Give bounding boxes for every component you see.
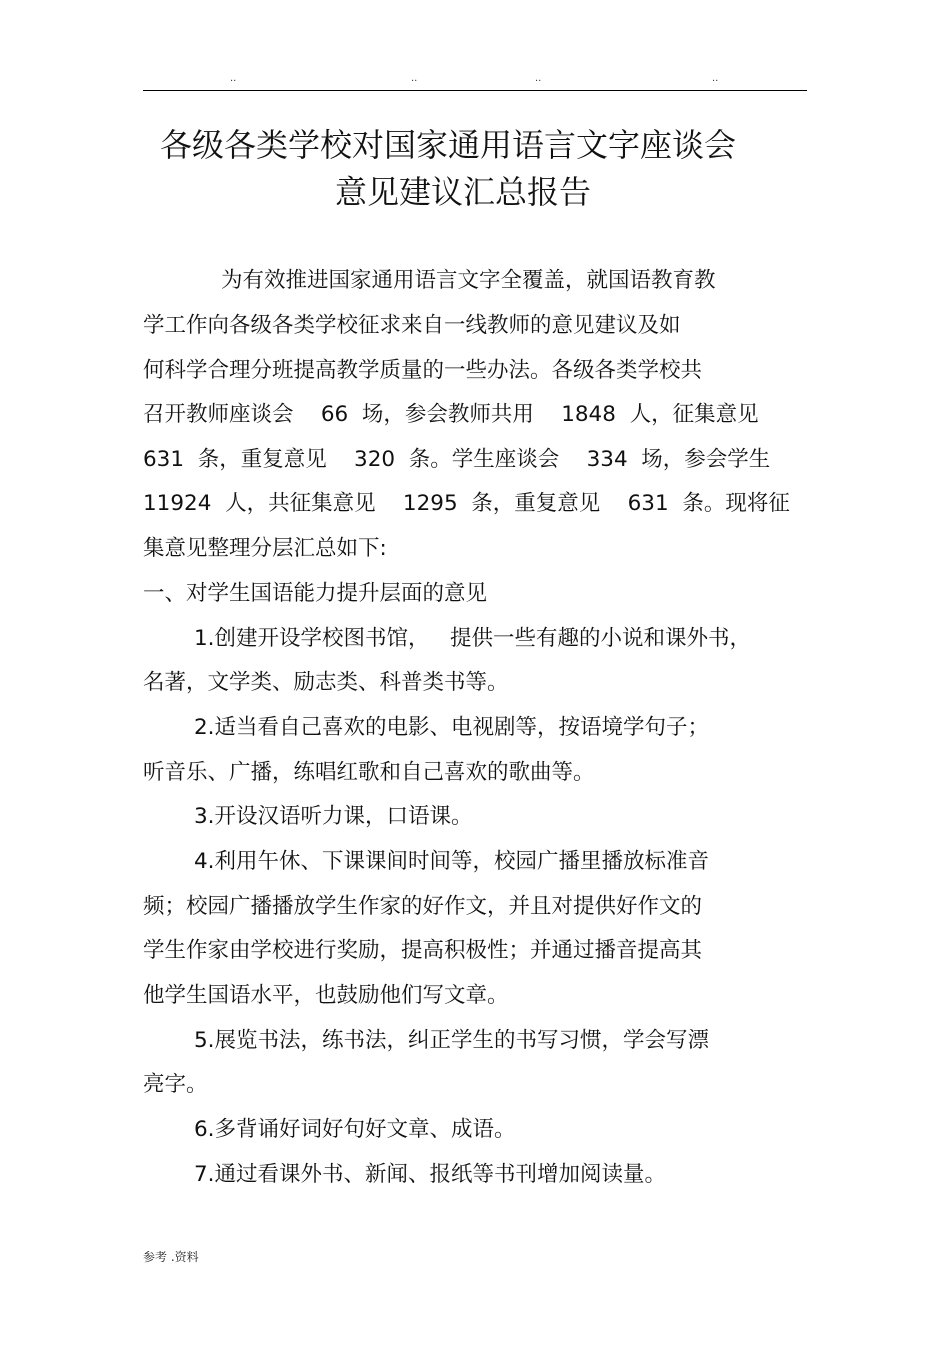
document-title-line-2: 意见建议汇总报告 bbox=[335, 173, 592, 211]
document-title-line-1: 各级各类学校对国家通用语言文字座谈会 bbox=[160, 126, 737, 164]
footer-note: 参考 .资料 bbox=[143, 1250, 199, 1264]
list-item-line: 5.展览书法，练书法，纠正学生的书写习惯，学会写漂 bbox=[194, 1028, 710, 1053]
paragraph-line: 召开教师座谈会 66 场，参会教师共用 1848 人，征集意见 bbox=[143, 402, 759, 427]
header-mark: .. bbox=[535, 73, 542, 84]
header-mark: .. bbox=[712, 73, 719, 84]
section-heading: 一、对学生国语能力提升层面的意见 bbox=[143, 581, 488, 606]
paragraph-line: 631 条，重复意见 320 条。学生座谈会 334 场，参会学生 bbox=[143, 447, 771, 472]
list-item-line: 频；校园广播播放学生作家的好作文，并且对提供好作文的 bbox=[143, 894, 703, 919]
list-item-line: 4.利用午休、下课课间时间等，校园广播里播放标准音 bbox=[194, 849, 710, 874]
list-item-line: 6.多背诵好词好句好文章、成语。 bbox=[194, 1117, 516, 1142]
list-item-line: 他学生国语水平，也鼓励他们写文章。 bbox=[143, 983, 509, 1008]
header-mark: .. bbox=[411, 73, 418, 84]
list-item-line: 1.创建开设学校图书馆， 提供一些有趣的小说和课外书， bbox=[194, 626, 752, 651]
paragraph-line: 为有效推进国家通用语言文字全覆盖，就国语教育教 bbox=[221, 268, 716, 293]
list-item-line: 听音乐、广播，练唱红歌和自己喜欢的歌曲等。 bbox=[143, 760, 595, 785]
list-item-line: 学生作家由学校进行奖励，提高积极性；并通过播音提高其 bbox=[143, 938, 703, 963]
list-item-line: 亮字。 bbox=[143, 1072, 208, 1097]
list-item-line: 7.通过看课外书、新闻、报纸等书刊增加阅读量。 bbox=[194, 1162, 667, 1187]
paragraph-line: 11924 人，共征集意见 1295 条，重复意见 631 条。现将征 bbox=[143, 491, 790, 516]
list-item-line: 2.适当看自己喜欢的电影、电视剧等，按语境学句子； bbox=[194, 715, 710, 740]
header-mark: .. bbox=[230, 73, 237, 84]
paragraph-line: 何科学合理分班提高教学质量的一些办法。各级各类学校共 bbox=[143, 358, 703, 383]
list-item-line: 3.开设汉语听力课，口语课。 bbox=[194, 804, 473, 829]
paragraph-line: 学工作向各级各类学校征求来自一线教师的意见建议及如 bbox=[143, 313, 681, 338]
paragraph-line: 集意见整理分层汇总如下: bbox=[143, 536, 387, 561]
list-item-line: 名著，文学类、励志类、科普类书等。 bbox=[143, 670, 509, 695]
header-rule bbox=[143, 90, 807, 91]
